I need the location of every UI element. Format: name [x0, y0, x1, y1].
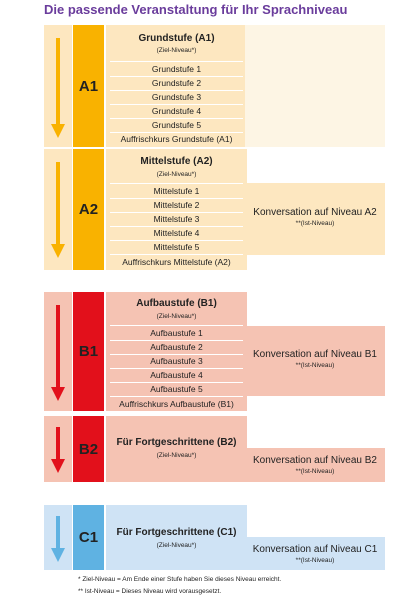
- b1-level-badge: [73, 292, 104, 411]
- c1-heading: Für Fortgeschrittene (C1): [116, 527, 237, 538]
- b1-heading: Aufbaustufe (B1): [136, 298, 217, 309]
- b2-heading: Für Fortgeschrittene (B2): [116, 437, 237, 448]
- conversation-title: Konversation auf Niveau A2: [253, 207, 377, 218]
- course-item: Grundstufe 4: [151, 106, 202, 116]
- a2-down-arrow-icon: [51, 162, 65, 258]
- course-item: Mittelstufe 1: [153, 186, 200, 196]
- a2-level-badge: [73, 149, 104, 270]
- page-title: Die passende Veranstaltung für Ihr Sprachniveau: [44, 2, 348, 17]
- divider: [110, 61, 243, 62]
- course-item: Aufbaustufe 4: [150, 370, 203, 380]
- a2-heading: Mittelstufe (A2): [140, 156, 213, 167]
- b2-level-label: B2: [78, 440, 99, 458]
- b1-level-label: B1: [78, 343, 99, 360]
- b1-target-note: (Ziel-Niveau*): [156, 313, 197, 320]
- b2-course-column: [106, 416, 247, 482]
- conversation-title: Konversation auf Niveau C1: [252, 544, 378, 555]
- conversation-note: **(Ist-Niveau): [295, 220, 335, 227]
- a2-target-note: (Ziel-Niveau*): [156, 171, 197, 178]
- a1-heading: Grundstufe (A1): [138, 33, 215, 44]
- course-item: Grundstufe 1: [151, 64, 202, 74]
- a1-level-badge: [73, 25, 104, 147]
- b1-conversation: [245, 349, 385, 369]
- a2-conversation: [245, 207, 385, 227]
- c1-level-badge: [73, 505, 104, 570]
- b2-conversation: [245, 455, 385, 475]
- b2-level-badge: [73, 416, 104, 482]
- c1-target-note: (Ziel-Niveau*): [156, 542, 197, 549]
- course-item: Mittelstufe 4: [153, 228, 200, 238]
- course-item: Aufbaustufe 2: [150, 342, 203, 352]
- b2-target-note: (Ziel-Niveau*): [156, 452, 197, 459]
- course-item: Aufbaustufe 1: [150, 328, 203, 338]
- course-item: Grundstufe 3: [151, 92, 202, 102]
- conversation-note: **(Ist-Niveau): [295, 557, 335, 564]
- c1-down-arrow-icon: [51, 516, 65, 562]
- a1-level-label: A1: [78, 77, 99, 95]
- conversation-note: **(Ist-Niveau): [295, 468, 335, 475]
- course-item: Mittelstufe 2: [153, 200, 200, 210]
- course-item: Aufbaustufe 3: [150, 356, 203, 366]
- divider: [110, 396, 243, 397]
- divider: [110, 325, 243, 326]
- footnote-current-level: ** Ist-Niveau = Dieses Niveau wird vorausgesetzt.: [78, 588, 222, 595]
- conversation-title: Konversation auf Niveau B2: [253, 455, 377, 466]
- course-item: Mittelstufe 3: [153, 214, 200, 224]
- conversation-title: Konversation auf Niveau B1: [253, 349, 377, 360]
- c1-level-label: C1: [78, 529, 99, 546]
- refresher-course: Auffrischkurs Grundstufe (A1): [120, 134, 233, 144]
- a1-target-note: (Ziel-Niveau*): [156, 47, 197, 54]
- course-item: Aufbaustufe 5: [150, 384, 203, 394]
- divider: [110, 254, 243, 255]
- a1-conversation-column: [245, 25, 385, 147]
- divider: [110, 183, 243, 184]
- b2-down-arrow-icon: [51, 427, 65, 473]
- refresher-course: Auffrischkurs Aufbaustufe (B1): [119, 399, 234, 409]
- a2-level-label: A2: [78, 201, 99, 218]
- course-item: Grundstufe 5: [151, 120, 202, 130]
- a1-down-arrow-icon: [51, 38, 65, 138]
- b1-down-arrow-icon: [51, 305, 65, 401]
- conversation-note: **(Ist-Niveau): [295, 362, 335, 369]
- c1-conversation: [245, 544, 385, 564]
- course-item: Mittelstufe 5: [153, 242, 200, 252]
- refresher-course: Auffrischkurs Mittelstufe (A2): [122, 257, 231, 267]
- footnote-target-level: * Ziel-Niveau = Am Ende einer Stufe haben Sie dieses Niveau erreicht.: [78, 576, 282, 583]
- course-item: Grundstufe 2: [151, 78, 202, 88]
